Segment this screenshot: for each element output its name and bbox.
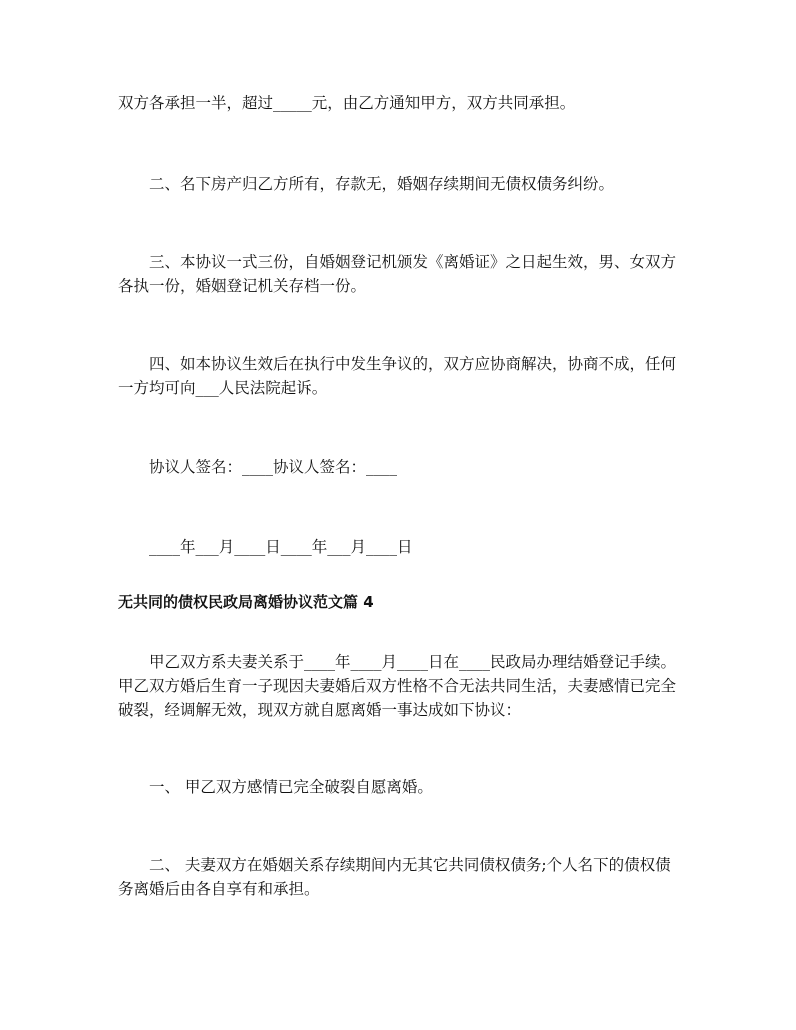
paragraph-line: 一方均可向___人民法院起诉。: [118, 379, 328, 397]
paragraph-line: 一、 甲乙双方感情已完全破裂自愿离婚。: [149, 778, 433, 796]
paragraph-line: 甲乙双方系夫妻关系于____年____月____日在____民政局办理结婚登记手续。: [149, 653, 677, 671]
paragraph-line: 三、本协议一式三份，自婚姻登记机颁发《离婚证》之日起生效，男、女双方: [149, 253, 677, 271]
paragraph-line: 务离婚后由各自享有和承担。: [118, 880, 320, 898]
paragraph-line: 各执一份，婚姻登记机关存档一份。: [118, 277, 367, 295]
paragraph-line: 双方各承担一半，超过_____元，由乙方通知甲方，双方共同承担。: [118, 94, 576, 112]
signature-line: 协议人签名：____协议人签名：____: [149, 458, 398, 476]
paragraph-line: 甲乙双方婚后生育一子现因夫妻婚后双方性格不合无法共同生活，夫妻感情已完全: [118, 677, 677, 695]
paragraph-line: 二、 夫妻双方在婚姻关系存续期间内无其它共同债权债务;个人名下的债权债: [149, 856, 671, 874]
paragraph-line: 四、如本协议生效后在执行中发生争议的，双方应协商解决，协商不成，任何: [149, 355, 677, 373]
section-heading: 无共同的债权民政局离婚协议范文篇 4: [118, 593, 374, 611]
date-line: ____年___月____日____年___月____日: [149, 538, 413, 556]
paragraph-line: 破裂，经调解无效，现双方就自愿离婚一事达成如下协议：: [118, 701, 522, 719]
paragraph-line: 二、名下房产归乙方所有，存款无，婚姻存续期间无债权债务纠纷。: [149, 175, 615, 193]
